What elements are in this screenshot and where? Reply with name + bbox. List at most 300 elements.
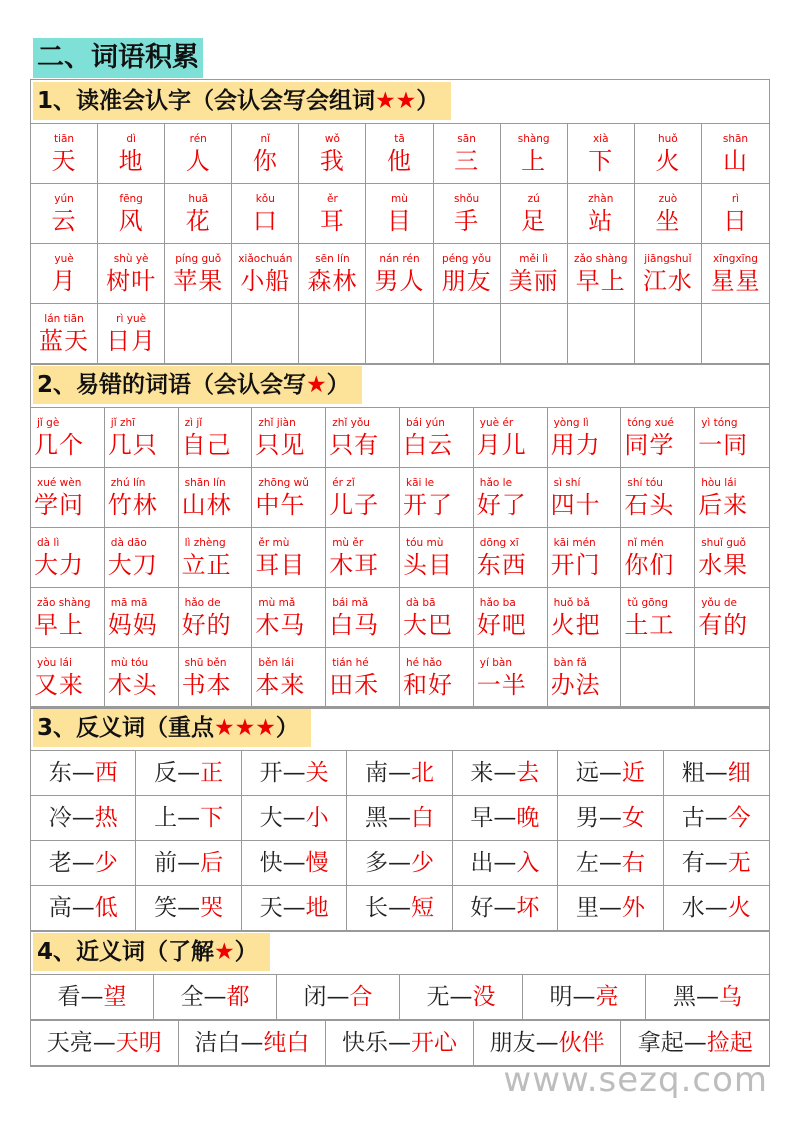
word-cell	[179, 468, 253, 528]
word-pair-cell	[664, 751, 769, 796]
pinyin: xià	[592, 133, 609, 145]
pinyin: zhōng wǔ	[258, 477, 309, 489]
word-pair-cell	[558, 841, 663, 886]
word-b: 西	[94, 760, 118, 786]
word-cell	[702, 244, 769, 304]
hanzi: 早上	[575, 267, 626, 295]
word-pair-cell	[347, 751, 452, 796]
word-cell	[434, 184, 501, 244]
word-b: 开心	[410, 1030, 457, 1056]
pinyin: kǒu	[255, 193, 275, 205]
word-b: 北	[410, 760, 434, 786]
word-cell	[548, 528, 622, 588]
word-cell	[568, 184, 635, 244]
word-pair-cell	[347, 796, 452, 841]
hanzi: 只见	[255, 431, 306, 459]
hanzi: 他	[386, 147, 412, 175]
word-cell	[474, 588, 548, 648]
hanzi: 立正	[181, 551, 232, 579]
hanzi: 水果	[698, 551, 749, 579]
word-a: 全—	[180, 984, 227, 1010]
word-a: 黑—	[673, 984, 719, 1010]
section-2	[30, 363, 770, 709]
section-close: ）	[275, 715, 299, 741]
word-cell	[105, 648, 179, 708]
word-cell	[702, 304, 769, 364]
pinyin: zhǐ jiàn	[258, 417, 296, 429]
word-pair-grid	[31, 975, 769, 1021]
section-header	[31, 707, 769, 751]
word-a: 天—	[259, 895, 306, 921]
pinyin: hǎo le	[479, 477, 513, 489]
word-cell	[695, 648, 769, 708]
word-a: 拿起—	[637, 1030, 707, 1056]
word-a: 天亮—	[46, 1030, 116, 1056]
word-cell	[165, 244, 232, 304]
word-a: 水—	[681, 895, 728, 921]
word-grid	[31, 408, 769, 709]
pinyin: mù	[391, 193, 408, 205]
word-cell	[31, 588, 105, 648]
section-heading	[33, 709, 311, 747]
hanzi: 地	[118, 147, 144, 175]
hanzi: 我	[319, 147, 345, 175]
pinyin: zú	[527, 193, 540, 205]
word-b: 白	[410, 805, 434, 831]
word-a: 开—	[259, 760, 306, 786]
hanzi: 美丽	[508, 267, 559, 295]
word-b: 乌	[719, 984, 742, 1010]
word-a: 来—	[470, 760, 517, 786]
word-b: 望	[103, 984, 127, 1010]
word-cell	[548, 408, 622, 468]
word-pair-cell	[136, 886, 241, 931]
pinyin: bái mǎ	[332, 597, 369, 609]
word-cell	[326, 588, 400, 648]
word-cell	[400, 648, 474, 708]
word-cell	[695, 588, 769, 648]
word-pair-cell	[242, 841, 347, 886]
section-close: ）	[416, 88, 440, 114]
word-cell	[326, 648, 400, 708]
word-pair-cell	[664, 886, 769, 931]
word-cell	[621, 528, 695, 588]
word-a: 左—	[575, 850, 622, 876]
hanzi: 朋友	[441, 267, 492, 295]
pinyin: yuè ér	[479, 417, 514, 429]
word-b: 合	[349, 984, 373, 1010]
hanzi: 石头	[624, 491, 675, 519]
pinyin: yǒu de	[701, 597, 737, 609]
word-cell	[232, 244, 299, 304]
pinyin: bái yún	[406, 417, 445, 429]
pinyin: wǒ	[324, 133, 340, 145]
section-header	[31, 364, 769, 408]
hanzi: 口	[252, 207, 278, 235]
pinyin: ěr mù	[258, 537, 290, 549]
pinyin: zhú lín	[110, 477, 146, 489]
pinyin: tóng xué	[627, 417, 674, 429]
hanzi: 森林	[307, 267, 358, 295]
word-b: 外	[621, 895, 645, 921]
word-cell	[299, 124, 366, 184]
word-pair-cell	[558, 796, 663, 841]
pinyin: dì	[126, 133, 136, 145]
word-cell	[695, 528, 769, 588]
pinyin: kāi mén	[553, 537, 596, 549]
hanzi: 木马	[255, 611, 306, 639]
word-cell	[366, 244, 433, 304]
pinyin: zhàn	[588, 193, 614, 205]
word-cell	[568, 304, 635, 364]
word-cell	[474, 408, 548, 468]
word-a: 出—	[470, 850, 517, 876]
hanzi: 江水	[642, 267, 693, 295]
pinyin: jǐ gè	[37, 417, 60, 429]
word-cell	[695, 408, 769, 468]
word-b: 没	[472, 984, 496, 1010]
word-cell	[366, 304, 433, 364]
word-grid	[31, 124, 769, 365]
word-pair-cell	[31, 751, 136, 796]
hanzi: 又来	[34, 671, 84, 699]
word-cell	[621, 588, 695, 648]
word-a: 大—	[259, 805, 306, 831]
section-label: 3、反义词（重点	[37, 715, 215, 741]
section-header	[31, 80, 769, 124]
word-pair-cell	[242, 751, 347, 796]
page-title: 二、词语积累	[33, 38, 203, 78]
word-b: 哭	[200, 895, 224, 921]
hanzi: 好了	[476, 491, 527, 519]
word-cell	[474, 648, 548, 708]
pinyin: kāi le	[406, 477, 435, 489]
word-b: 右	[621, 850, 645, 876]
word-b: 捡起	[706, 1030, 753, 1056]
word-cell	[179, 648, 253, 708]
hanzi: 早上	[34, 611, 84, 639]
word-cell	[501, 124, 568, 184]
hanzi: 坐	[655, 207, 681, 235]
pinyin: hòu lái	[701, 477, 737, 489]
pinyin: fēng	[119, 193, 143, 205]
word-a: 快—	[259, 850, 306, 876]
hanzi: 耳目	[255, 551, 306, 579]
word-cell	[548, 648, 622, 708]
word-pair-cell	[136, 841, 241, 886]
word-pair-cell	[646, 975, 769, 1020]
word-b: 去	[516, 760, 540, 786]
word-pair-cell	[453, 796, 558, 841]
word-a: 朋友—	[489, 1030, 559, 1056]
word-a: 男—	[575, 805, 622, 831]
hanzi: 月儿	[476, 431, 527, 459]
hanzi: 中午	[255, 491, 306, 519]
word-b: 都	[226, 984, 250, 1010]
pinyin: shù yè	[113, 253, 149, 265]
word-cell	[326, 528, 400, 588]
word-b: 今	[727, 805, 751, 831]
word-cell	[31, 528, 105, 588]
pinyin: yí bàn	[479, 657, 513, 669]
word-cell	[400, 468, 474, 528]
word-b: 小	[305, 805, 329, 831]
hanzi: 只有	[329, 431, 380, 459]
word-cell	[501, 184, 568, 244]
word-b: 近	[621, 760, 645, 786]
pinyin: zuò	[658, 193, 678, 205]
pinyin: nǐ	[260, 133, 271, 145]
pinyin: jiāngshuǐ	[644, 253, 692, 265]
word-a: 看—	[57, 984, 104, 1010]
word-cell	[621, 648, 695, 708]
pinyin: shū běn	[184, 657, 227, 669]
hanzi: 人	[185, 147, 211, 175]
pinyin: lì zhèng	[184, 537, 226, 549]
word-cell	[252, 468, 326, 528]
word-cell	[105, 588, 179, 648]
pinyin: péng yǒu	[442, 253, 492, 265]
pinyin: yuè	[54, 253, 74, 265]
word-b: 坏	[516, 895, 540, 921]
word-a: 明—	[549, 984, 596, 1010]
word-cell	[299, 184, 366, 244]
pinyin: hé hǎo	[406, 657, 442, 669]
hanzi: 手	[454, 207, 480, 235]
watermark: www.sezq.com	[503, 1060, 768, 1100]
pinyin: shǒu	[453, 193, 480, 205]
pinyin: dà bā	[406, 597, 436, 609]
word-b: 纯白	[263, 1030, 310, 1056]
word-pair-cell	[31, 886, 136, 931]
word-pair-cell	[242, 796, 347, 841]
pinyin: yún	[54, 193, 74, 205]
hanzi: 办法	[550, 671, 601, 699]
pinyin: mā mā	[110, 597, 148, 609]
word-cell	[702, 124, 769, 184]
word-b: 少	[410, 850, 434, 876]
word-b: 下	[200, 805, 224, 831]
pinyin: shí tóu	[627, 477, 663, 489]
pinyin: shān	[722, 133, 749, 145]
word-cell	[105, 468, 179, 528]
pinyin: sì shí	[553, 477, 581, 489]
word-cell	[621, 468, 695, 528]
word-pair-cell	[453, 751, 558, 796]
pinyin: hǎo de	[184, 597, 221, 609]
hanzi: 星星	[710, 267, 761, 295]
word-b: 少	[94, 850, 118, 876]
pinyin: zì jǐ	[184, 417, 203, 429]
pinyin: běn lái	[258, 657, 294, 669]
pinyin: bàn fǎ	[553, 657, 587, 669]
word-pair-cell	[453, 886, 558, 931]
section-3	[30, 706, 770, 932]
section-header	[31, 931, 769, 975]
word-pair-cell	[523, 975, 646, 1020]
hanzi: 月	[51, 267, 77, 295]
hanzi: 火	[655, 147, 681, 175]
hanzi: 日月	[106, 327, 157, 355]
word-cell	[98, 244, 165, 304]
word-a: 反—	[154, 760, 201, 786]
pinyin: sēn lín	[315, 253, 350, 265]
word-cell	[702, 184, 769, 244]
word-a: 粗—	[681, 760, 728, 786]
section-close: ）	[234, 939, 258, 965]
word-cell	[548, 468, 622, 528]
pinyin: xué wèn	[37, 477, 82, 489]
section-label: 2、易错的词语（会认会写	[37, 372, 307, 398]
word-cell	[31, 468, 105, 528]
hanzi: 花	[185, 207, 211, 235]
word-cell	[568, 244, 635, 304]
word-b: 热	[94, 805, 118, 831]
section-4	[30, 930, 770, 1067]
pinyin: měi lì	[519, 253, 549, 265]
word-a: 冷—	[48, 805, 95, 831]
word-a: 远—	[575, 760, 622, 786]
word-a: 早—	[470, 805, 517, 831]
word-b: 天明	[115, 1030, 162, 1056]
word-pair-cell	[664, 796, 769, 841]
word-cell	[105, 528, 179, 588]
word-cell	[31, 244, 98, 304]
word-pair-cell	[277, 975, 400, 1020]
word-cell	[434, 244, 501, 304]
word-a: 高—	[48, 895, 95, 921]
word-cell	[299, 244, 366, 304]
pinyin: sān	[457, 133, 476, 145]
hanzi: 男人	[374, 267, 425, 295]
pinyin: zǎo shàng	[573, 253, 628, 265]
section-close: ）	[326, 372, 350, 398]
word-cell	[232, 124, 299, 184]
word-pair-cell	[347, 886, 452, 931]
hanzi: 有的	[698, 611, 749, 639]
word-cell	[326, 408, 400, 468]
word-a: 上—	[154, 805, 201, 831]
pinyin: tā	[394, 133, 405, 145]
word-pair-cell	[31, 1021, 179, 1066]
word-cell	[635, 304, 702, 364]
pinyin: xīngxīng	[713, 253, 758, 265]
word-a: 笑—	[154, 895, 201, 921]
word-a: 洁白—	[194, 1030, 264, 1056]
word-cell	[98, 304, 165, 364]
hanzi: 木耳	[329, 551, 380, 579]
word-cell	[31, 184, 98, 244]
hanzi: 大刀	[107, 551, 158, 579]
word-cell	[252, 408, 326, 468]
word-pair-cell	[31, 975, 154, 1020]
word-cell	[635, 244, 702, 304]
word-a: 黑—	[364, 805, 411, 831]
hanzi: 本来	[255, 671, 306, 699]
section-heading	[33, 933, 270, 971]
hanzi: 开门	[550, 551, 601, 579]
pinyin: xiǎochuán	[238, 253, 293, 265]
hanzi: 用力	[550, 431, 601, 459]
pinyin: yòu lái	[37, 657, 72, 669]
hanzi: 竹林	[107, 491, 158, 519]
section-1	[30, 79, 770, 365]
word-b: 无	[727, 850, 751, 876]
word-b: 火	[727, 895, 751, 921]
pinyin: huǒ bǎ	[553, 597, 590, 609]
word-cell	[326, 468, 400, 528]
pinyin: píng guǒ	[175, 253, 222, 265]
word-a: 南—	[364, 760, 411, 786]
hanzi: 好吧	[476, 611, 527, 639]
word-pair-cell	[179, 1021, 327, 1066]
hanzi: 好的	[181, 611, 232, 639]
hanzi: 目	[386, 207, 412, 235]
hanzi: 站	[588, 207, 614, 235]
pinyin: huǒ	[657, 133, 678, 145]
pinyin: tiān	[53, 133, 75, 145]
hanzi: 几只	[107, 431, 158, 459]
word-cell	[400, 528, 474, 588]
pinyin: hǎo ba	[479, 597, 516, 609]
pinyin: tǔ gōng	[627, 597, 668, 609]
word-b: 慢	[305, 850, 329, 876]
pinyin: mù tóu	[110, 657, 149, 669]
word-pair-cell	[400, 975, 523, 1020]
pinyin: mù mǎ	[258, 597, 296, 609]
hanzi: 日	[722, 207, 748, 235]
pinyin: lán tiān	[44, 313, 84, 325]
pinyin: mù ěr	[332, 537, 364, 549]
word-pair-cell	[136, 751, 241, 796]
word-a: 无—	[426, 984, 473, 1010]
word-cell	[179, 528, 253, 588]
word-cell	[548, 588, 622, 648]
word-b: 低	[94, 895, 118, 921]
star-icon: ★★	[375, 88, 417, 114]
hanzi: 学问	[34, 491, 84, 519]
word-pair-cell	[558, 886, 663, 931]
word-a: 好—	[470, 895, 517, 921]
hanzi: 大巴	[403, 611, 453, 639]
star-icon: ★	[306, 372, 327, 398]
section-label: 4、近义词（了解	[37, 939, 215, 965]
pinyin: ěr	[327, 193, 338, 205]
word-cell	[179, 408, 253, 468]
hanzi: 山	[722, 147, 748, 175]
word-cell	[165, 184, 232, 244]
word-pair-cell	[154, 975, 277, 1020]
word-cell	[501, 304, 568, 364]
word-pair-cell	[31, 841, 136, 886]
word-a: 前—	[154, 850, 201, 876]
hanzi: 小船	[240, 267, 291, 295]
word-b: 细	[727, 760, 751, 786]
pinyin: ér zǐ	[332, 477, 355, 489]
hanzi: 儿子	[329, 491, 380, 519]
pinyin: tóu mù	[406, 537, 444, 549]
word-pair-cell	[31, 796, 136, 841]
pinyin: shuǐ guǒ	[701, 537, 746, 549]
word-a: 东—	[48, 760, 95, 786]
hanzi: 一同	[698, 431, 749, 459]
word-cell	[434, 304, 501, 364]
word-cell	[635, 184, 702, 244]
pinyin: dōng xī	[479, 537, 519, 549]
hanzi: 苹果	[173, 267, 224, 295]
hanzi: 大力	[34, 551, 84, 579]
hanzi: 白云	[403, 431, 453, 459]
